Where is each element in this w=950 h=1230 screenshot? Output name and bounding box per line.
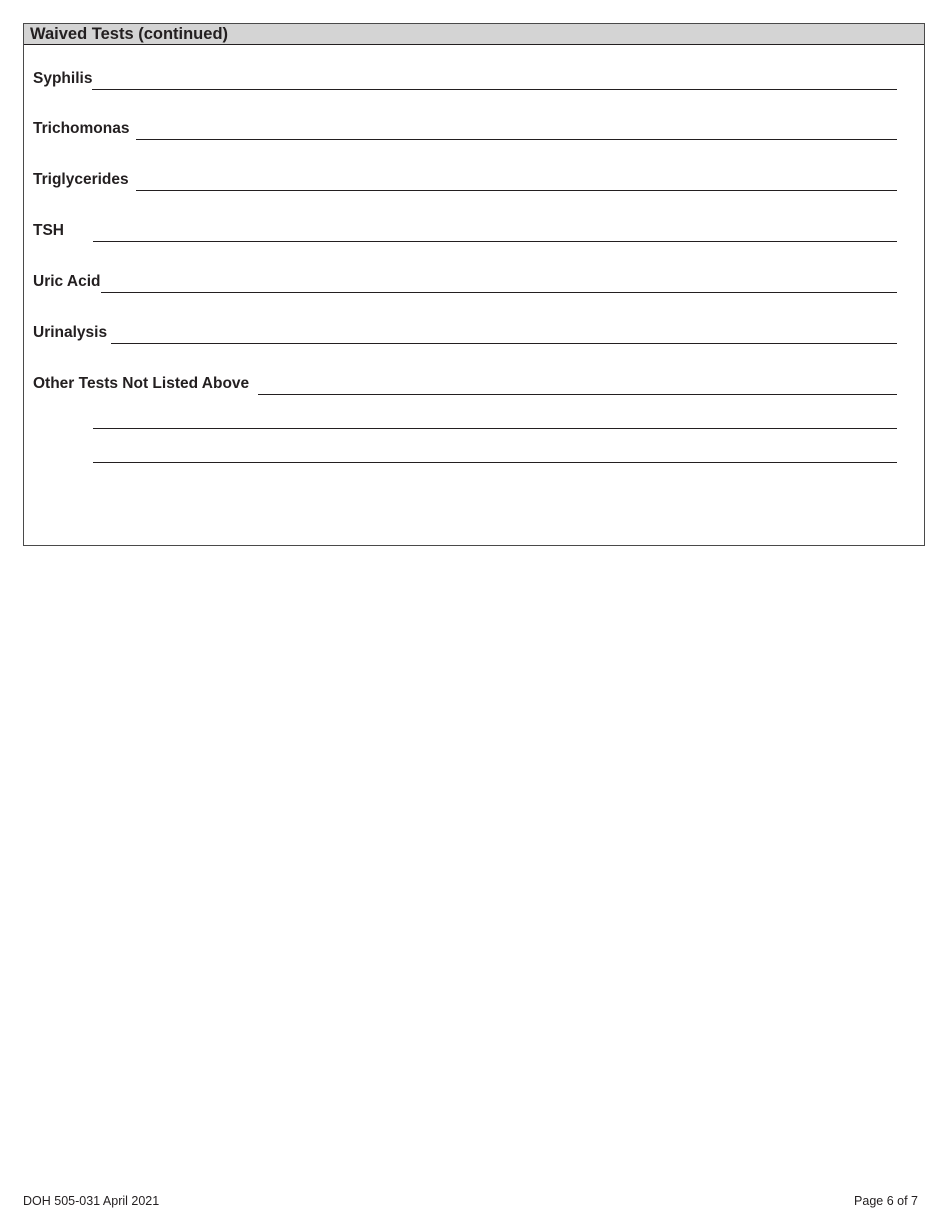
- field-label: Triglycerides: [33, 171, 129, 188]
- field-label: Other Tests Not Listed Above: [33, 375, 250, 392]
- page-number: Page 6 of 7: [854, 1194, 918, 1208]
- section-title: Waived Tests (continued): [24, 24, 924, 45]
- field-other-tests: [33, 373, 897, 395]
- field-label: Syphilis: [33, 70, 93, 87]
- field-label: Trichomonas: [33, 120, 130, 137]
- field-label: TSH: [33, 222, 64, 239]
- field-trichomonas: [33, 118, 897, 140]
- field-tsh: [33, 220, 897, 242]
- other-tests-extra-line[interactable]: [93, 428, 897, 429]
- field-uric-acid: [33, 271, 897, 293]
- syphilis-input-line[interactable]: [92, 89, 897, 90]
- uric-acid-input-line[interactable]: [101, 292, 897, 293]
- other-tests-extra-row: [33, 441, 897, 463]
- field-label: Urinalysis: [33, 324, 108, 341]
- trichomonas-input-line[interactable]: [136, 139, 897, 140]
- other-tests-input-line[interactable]: [258, 394, 897, 395]
- tsh-input-line[interactable]: [93, 241, 897, 242]
- other-tests-extra-line[interactable]: [93, 462, 897, 463]
- field-syphilis: [33, 68, 897, 90]
- field-label: Uric Acid: [33, 273, 101, 290]
- form-id: DOH 505-031 April 2021: [23, 1194, 160, 1208]
- field-urinalysis: [33, 322, 897, 344]
- field-triglycerides: [33, 169, 897, 191]
- triglycerides-input-line[interactable]: [136, 190, 897, 191]
- urinalysis-input-line[interactable]: [111, 343, 897, 344]
- other-tests-extra-row: [33, 407, 897, 429]
